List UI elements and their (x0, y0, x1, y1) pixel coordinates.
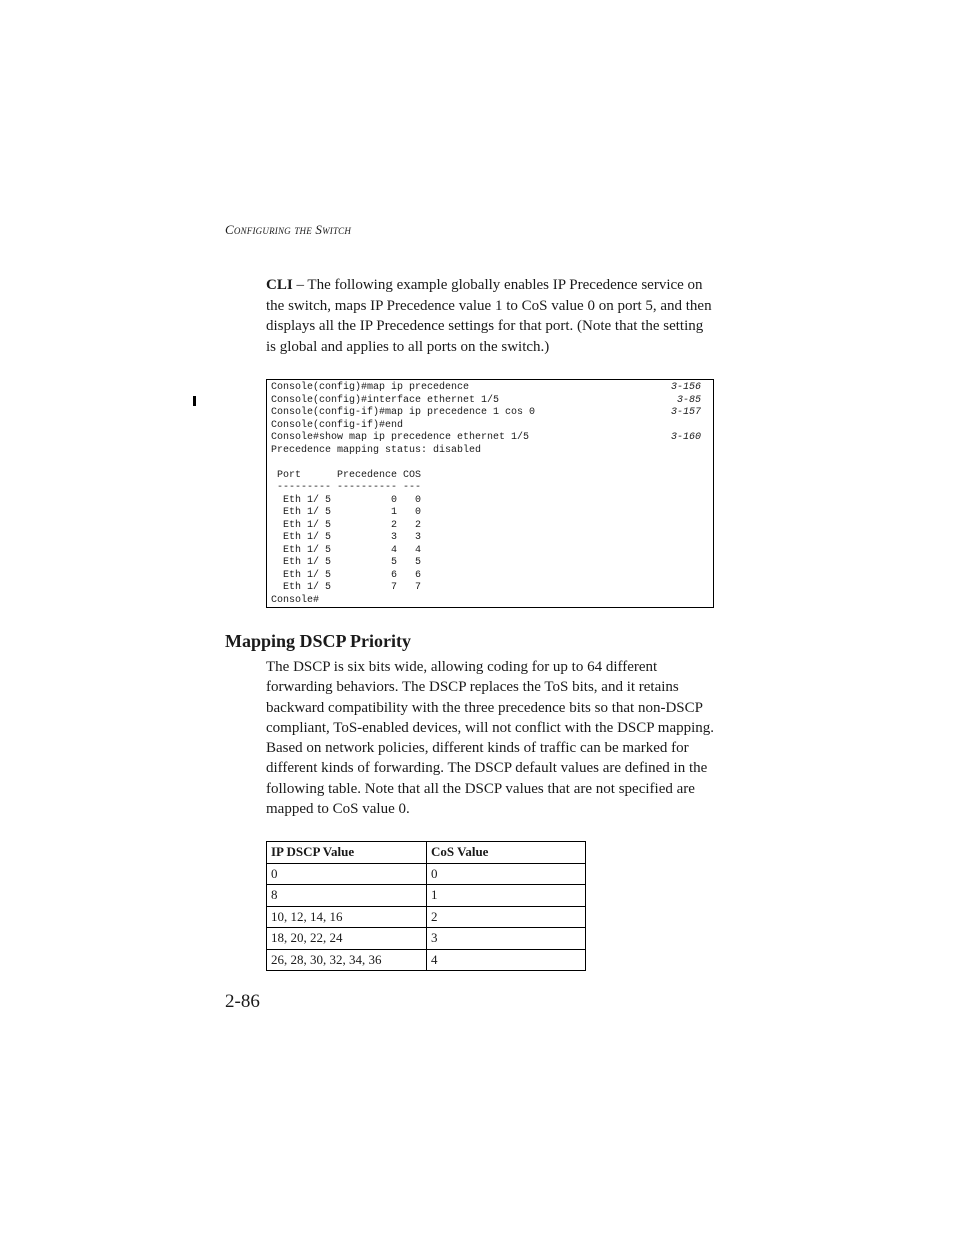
code-command-text: Console#show map ip precedence ethernet 1/5 (271, 432, 530, 443)
code-command-text: Eth 1/ 5 7 7 (271, 582, 422, 593)
table-header-dscp: IP DSCP Value (267, 842, 427, 864)
code-line (271, 545, 709, 558)
code-command-text: Eth 1/ 5 6 6 (271, 569, 422, 581)
table-cell-cos: 4 (427, 949, 586, 971)
intro-text: – The following example globally enables IP Precedence service on the switch, maps IP Precedence value 1 to CoS value 0 on port 5, and then displays all the IP Precedence settings for that port. (Note that the setting is global and applies to all ports on the switch.) (266, 277, 712, 355)
table-cell-cos: 0 (427, 863, 586, 885)
code-line (271, 582, 709, 595)
code-command-text: Console(config-if)#map ip precedence 1 cos 0 (271, 407, 536, 418)
table-header-cos: CoS Value (427, 842, 586, 864)
code-line (271, 420, 709, 433)
table-cell-cos: 3 (427, 928, 586, 950)
table-cell-dscp: 26, 28, 30, 32, 34, 36 (267, 949, 427, 971)
code-line (271, 570, 709, 583)
table-header-row (267, 842, 586, 864)
code-line (271, 495, 709, 508)
code-command-text: Console# (271, 594, 320, 606)
code-line (271, 557, 709, 570)
code-command-text: Precedence mapping status: disabled (271, 444, 482, 456)
cli-label: CLI (266, 277, 293, 293)
code-line (271, 482, 709, 495)
table-cell-dscp: 0 (267, 863, 427, 885)
code-line (271, 532, 709, 545)
code-page-reference: 3-85 (676, 394, 701, 406)
table-cell-cos: 2 (427, 906, 586, 928)
section-paragraph: The DSCP is six bits wide, allowing coding for up to 64 different forwarding behaviors. The DSCP replaces the ToS bits, and it retains backward compatibility with the three precedence bits so that non-DSCP compliant, ToS-enabled devices, will not conflict with the DSCP mapping. Based on network policies, different kinds of traffic can be marked for different kinds of forwarding. The DSCP default values are defined in the following table. Note that all the DSCP values that are not specified are mapped to CoS value 0. (266, 659, 715, 818)
code-command-text: Console(config)#map ip precedence (271, 382, 470, 393)
table-row (267, 928, 586, 950)
page-number: 2-86 (225, 991, 260, 1012)
code-command-text: Eth 1/ 5 2 2 (271, 519, 422, 531)
code-command-text: Eth 1/ 5 4 4 (271, 544, 422, 556)
code-line (271, 395, 709, 408)
code-command-text: Port Precedence COS (271, 469, 422, 481)
code-command-text: Eth 1/ 5 1 0 (271, 507, 422, 518)
change-bar (193, 396, 196, 406)
code-line (271, 595, 709, 608)
table-cell-dscp: 18, 20, 22, 24 (267, 928, 427, 950)
table-row (267, 949, 586, 971)
code-example-box (266, 379, 714, 608)
code-line (271, 432, 709, 445)
code-line (271, 470, 709, 483)
table-cell-dscp: 10, 12, 14, 16 (267, 906, 427, 928)
section-title: Mapping DSCP Priority (225, 631, 412, 651)
code-command-text: Eth 1/ 5 3 3 (271, 532, 422, 543)
code-page-reference: 3-160 (670, 432, 701, 443)
code-line (271, 507, 709, 520)
intro-paragraph (266, 275, 716, 357)
code-line (271, 407, 709, 420)
code-command-text: Eth 1/ 5 0 0 (271, 494, 422, 506)
code-line (271, 445, 709, 458)
code-page-reference: 3-156 (670, 382, 701, 393)
code-page-reference: 3-157 (670, 407, 701, 418)
code-command-text: Console(config-if)#end (271, 419, 404, 431)
code-line (271, 382, 709, 395)
table-cell-cos: 1 (427, 885, 586, 907)
table-row (267, 863, 586, 885)
table-row (267, 906, 586, 928)
running-header: Configuring the Switch (225, 222, 352, 237)
code-command-text: Console(config)#interface ethernet 1/5 (271, 394, 500, 406)
code-line (271, 520, 709, 533)
code-command-text: --------- ---------- --- (271, 482, 422, 493)
table-cell-dscp: 8 (267, 885, 427, 907)
code-command-text: Eth 1/ 5 5 5 (271, 557, 422, 568)
code-line (271, 457, 709, 470)
dscp-cos-table (266, 841, 586, 971)
table-row (267, 885, 586, 907)
